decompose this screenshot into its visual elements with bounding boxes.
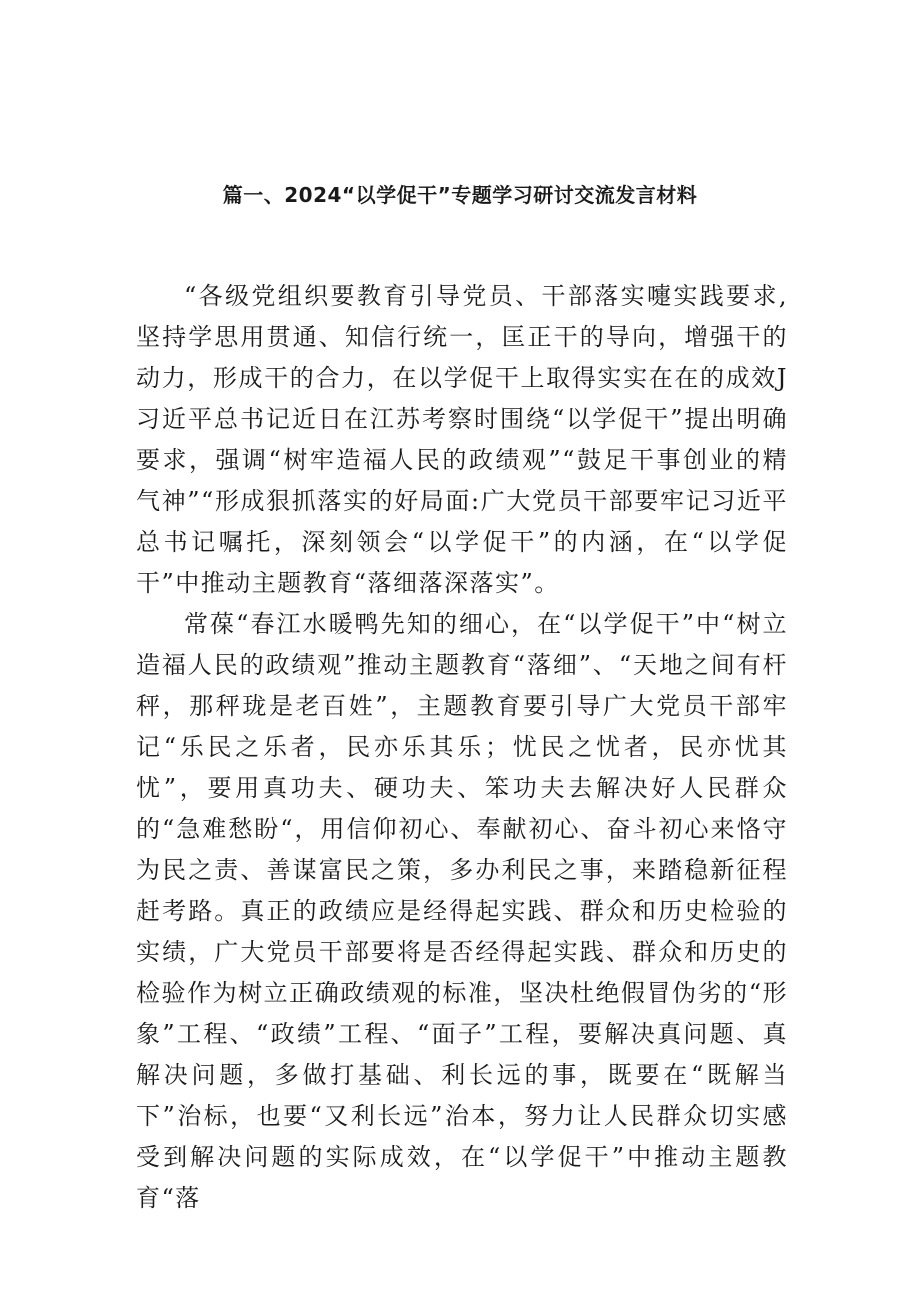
document-title: 篇一、2024“以学促干”专题学习研讨交流发言材料 xyxy=(222,183,698,207)
paragraph-1: “各级党组织要教育引导党员、干部落实嚏实践要求,坚持学思用贯通、知信行统一，匡正干的导向，增强干的动力，形成干的合力，在以学促干上取得实实在在的成效J习近平总书记近日在江苏考察时围绕“以学促干”提出明确要求，强调“树牢造福人民的政绩观”“鼓足干事创业的精气神”“形成狠抓落实的好局面:广大党员干部要牢记习近平总书记嘱托，深刻领会“以学促干”的内涵，在“以学促干”中推动主题教育“落细落深落实”。 xyxy=(136,282,788,597)
paragraph-2: 常葆“春江水暖鸭先知的细心，在“以学促干”中“树立造福人民的政绩观”推动主题教育“落细”、“天地之间有杆秤，那秤珑是老百姓”，主题教育要引导广大党员干部牢记“乐民之乐者，民亦乐其乐；忧民之忧者，民亦忧其忧”，要用真功夫、硬功夫、笨功夫去解决好人民群众的“急难愁盼“，用信仰初心、奉献初心、奋斗初心来恪守为民之责、善谋富民之策，多办利民之事，来踏稳新征程赶考路。真正的政绩应是经得起实践、群众和历史检验的实绩，广大党员干部要将是否经得起实践、群众和历史的检验作为树立正确政绩观的标准，坚决杜绝假冒伪劣的“形象”工程、“政绩”工程、“面子”工程，要解决真问题、真解决问题，多做打基础、利长远的事，既要在“既解当下”治标，也要“又利长远”治本，努力让人民群众切实感受到解决问题的实际成效，在“以学促干”中推动主题教育“落 xyxy=(136,610,788,1212)
document-body xyxy=(136,276,788,1219)
